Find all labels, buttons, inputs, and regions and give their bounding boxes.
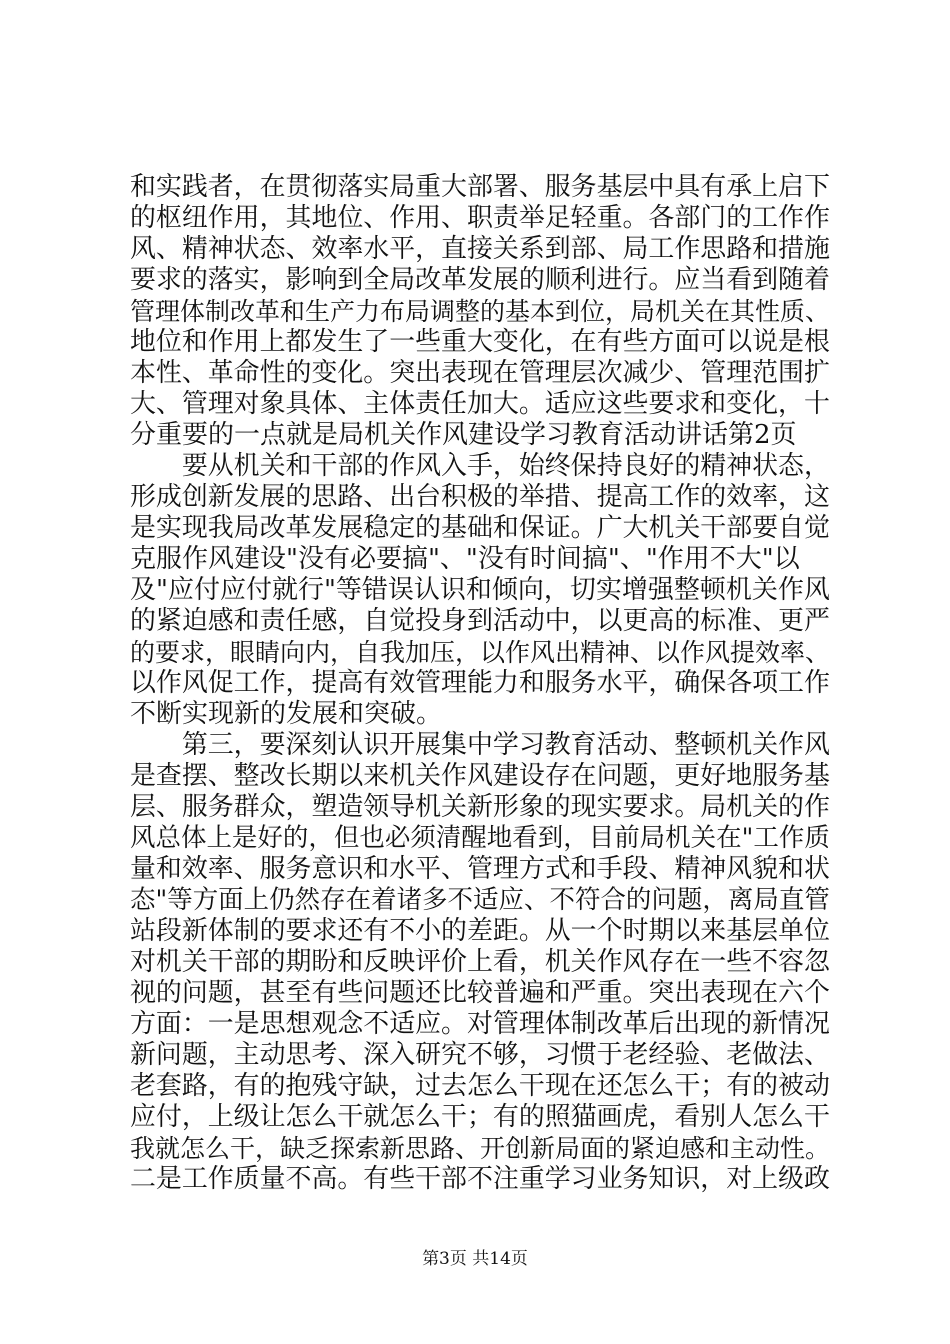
text-line: 风、精神状态、效率水平，直接关系到部、局工作思路和措施 [130, 234, 830, 264]
text-line: 风总体上是好的，但也必须清醒地看到，目前局机关在"工作质 [130, 823, 830, 853]
text-line: 层、服务群众，塑造领导机关新形象的现实要求。局机关的作 [130, 792, 830, 822]
text-line: 的紧迫感和责任感，自觉投身到活动中，以更高的标准、更严 [130, 606, 830, 636]
text-line: 的要求，眼睛向内，自我加压，以作风出精神、以作风提效率、 [130, 638, 831, 667]
text-line: 老套路，有的抱残守缺，过去怎么干现在还怎么干；有的被动 [130, 1071, 830, 1101]
text-line: 方面：一是思想观念不适应。对管理体制改革后出现的新情况 [130, 1009, 830, 1039]
text-line: 要求的落实，影响到全局改革发展的顺利进行。应当看到随着 [130, 265, 830, 295]
text-line: 分重要的一点就是局机关作风建设学习教育活动讲话第2页 [130, 420, 797, 450]
text-line: 以作风促工作，提高有效管理能力和服务水平，确保各项工作 [130, 668, 830, 698]
text-line: 态"等方面上仍然存在着诸多不适应、不符合的问题，离局直管 [130, 885, 830, 915]
text-line: 要从机关和干部的作风入手，始终保持良好的精神状态， [130, 451, 830, 481]
page-footer: 第3页 共14页 [422, 1249, 528, 1269]
text-line: 地位和作用上都发生了一些重大变化，在有些方面可以说是根 [130, 327, 830, 357]
text-line: 本性、革命性的变化。突出表现在管理层次减少、管理范围扩 [130, 358, 830, 388]
text-line: 对机关干部的期盼和反映评价上看，机关作风存在一些不容忽 [130, 947, 830, 977]
text-line: 量和效率、服务意识和水平、管理方式和手段、精神风貌和状 [130, 854, 830, 884]
text-line: 形成创新发展的思路、出台积极的举措、提高工作的效率，这 [130, 482, 830, 512]
text-line: 新问题，主动思考、深入研究不够，习惯于老经验、老做法、 [130, 1040, 830, 1070]
text-line: 第三，要深刻认识开展集中学习教育活动、整顿机关作风 [130, 730, 830, 760]
body-text [130, 172, 830, 1195]
text-line: 克服作风建设"没有必要搞"、"没有时间搞"、"作用不大"以 [130, 544, 800, 574]
text-line: 和实践者，在贯彻落实局重大部署、服务基层中具有承上启下 [130, 172, 830, 202]
text-line: 大、管理对象具体、主体责任加大。适应这些要求和变化，十 [130, 389, 830, 419]
text-line: 是查摆、整改长期以来机关作风建设存在问题，更好地服务基 [130, 761, 830, 791]
text-line: 视的问题，甚至有些问题还比较普遍和严重。突出表现在六个 [130, 978, 830, 1008]
text-line: 站段新体制的要求还有不小的差距。从一个时期以来基层单位 [130, 916, 830, 946]
text-line: 的枢纽作用，其地位、作用、职责举足轻重。各部门的工作作 [130, 203, 830, 233]
text-line: 不断实现新的发展和突破。 [130, 699, 443, 729]
text-line: 及"应付应付就行"等错误认识和倾向，切实增强整顿机关作风 [130, 575, 830, 605]
text-line: 应付，上级让怎么干就怎么干；有的照猫画虎，看别人怎么干 [130, 1102, 830, 1132]
text-line: 我就怎么干，缺乏探索新思路、开创新局面的紧迫感和主动性。 [130, 1134, 831, 1163]
text-line: 是实现我局改革发展稳定的基础和保证。广大机关干部要自觉 [130, 513, 830, 543]
text-line: 二是工作质量不高。有些干部不注重学习业务知识，对上级政 [130, 1164, 830, 1194]
text-line: 管理体制改革和生产力布局调整的基本到位，局机关在其性质、 [130, 297, 831, 326]
